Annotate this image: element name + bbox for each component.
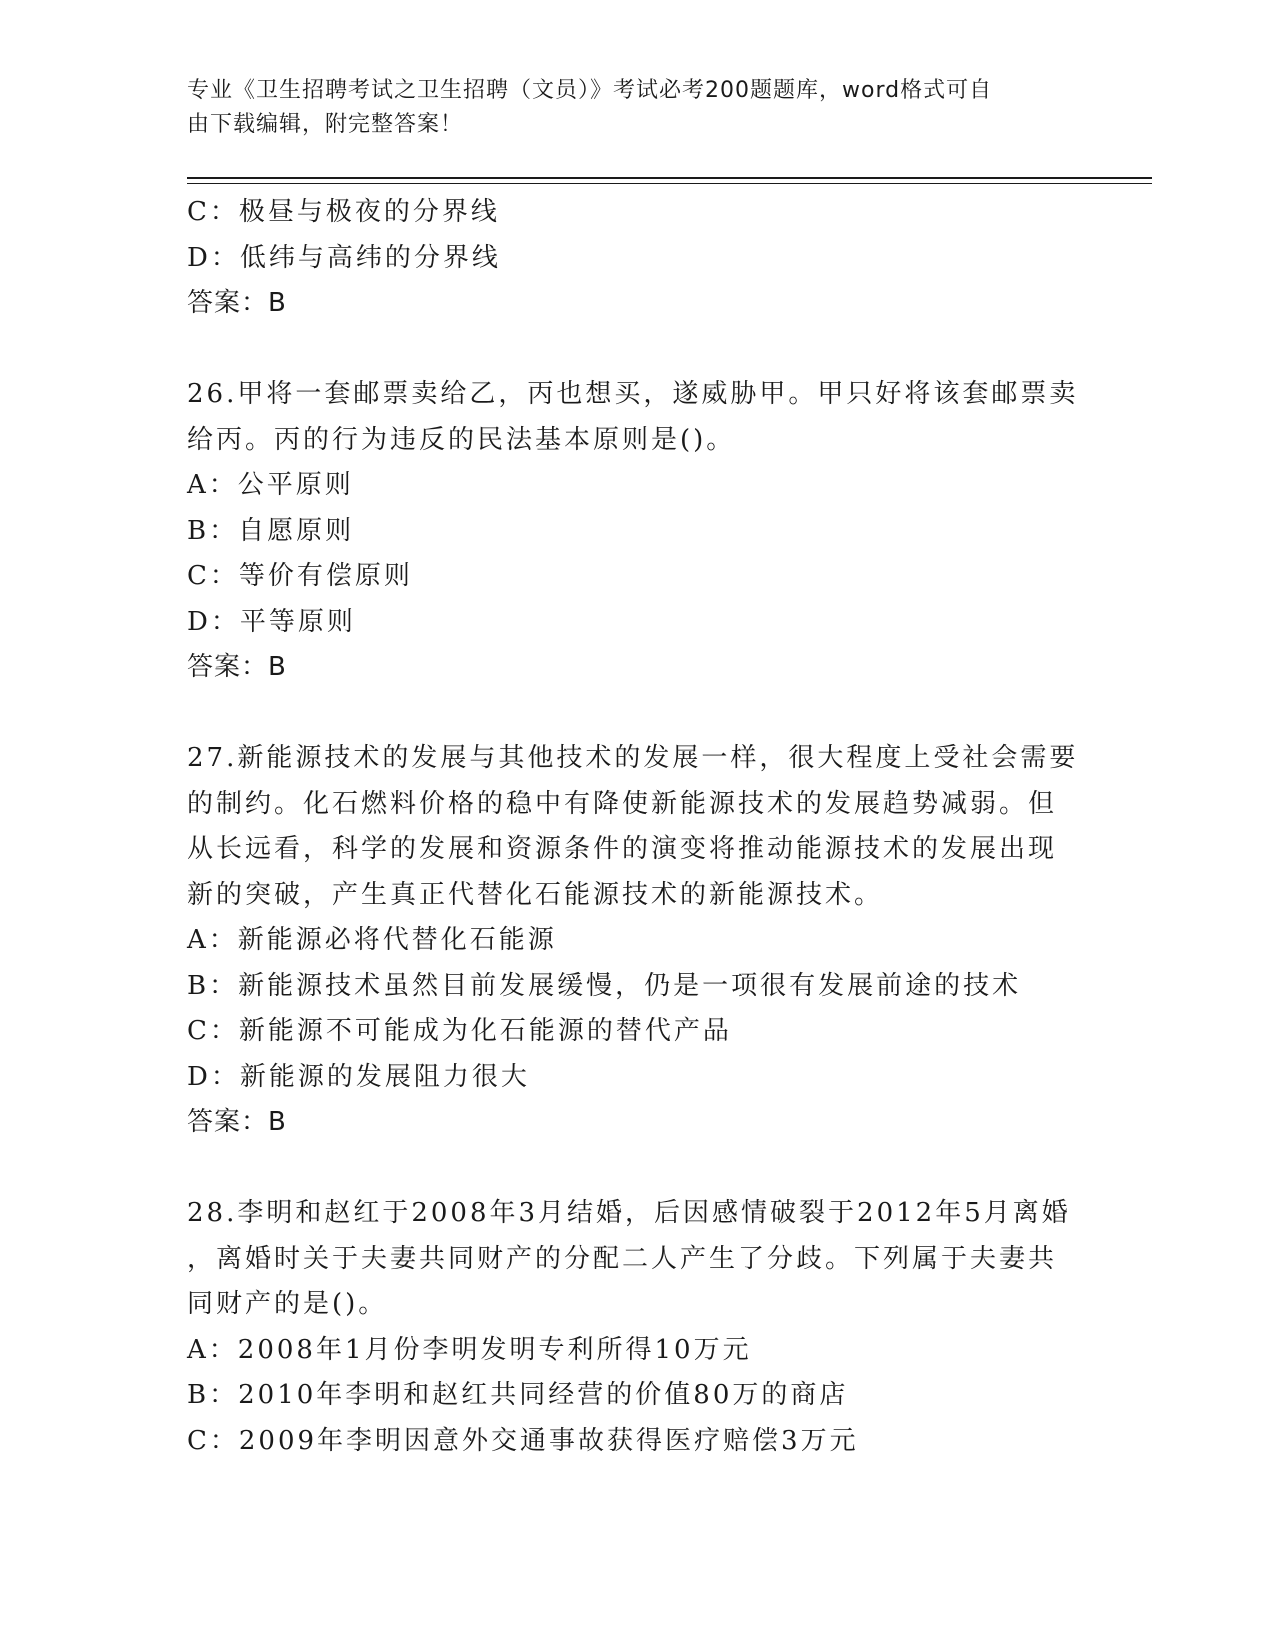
question-stem-line: 的制约。化石燃料价格的稳中有降使新能源技术的发展趋势减弱。但 <box>187 788 1058 819</box>
option-a: A：2008年1月份李明发明专利所得10万元 <box>187 1334 752 1365</box>
question-stem-line: 给丙。丙的行为违反的民法基本原则是()。 <box>187 424 736 455</box>
question-stem-line: 28.李明和赵红于2008年3月结婚，后因感情破裂于2012年5月离婚 <box>187 1198 1071 1228</box>
question-stem-line: 27.新能源技术的发展与其他技术的发展一样，很大程度上受社会需要 <box>187 743 1079 773</box>
option-a: A：公平原则 <box>187 470 354 500</box>
option-b: B：2010年李明和赵红共同经营的价值80万的商店 <box>187 1380 849 1410</box>
page-header <box>187 74 1067 142</box>
question-26 <box>187 372 1087 691</box>
question-stem-line: 26.甲将一套邮票卖给乙，丙也想买，遂威胁甲。甲只好将该套邮票卖 <box>187 379 1079 409</box>
question-stem-line: 新的突破，产生真正代替化石能源技术的新能源技术。 <box>187 879 884 910</box>
option-d: D：低纬与高纬的分界线 <box>187 242 501 273</box>
option-d: D：新能源的发展阻力很大 <box>187 1061 530 1092</box>
question-28 <box>187 1191 1087 1464</box>
option-d: D：平等原则 <box>187 606 356 637</box>
option-b: B：自愿原则 <box>187 515 355 546</box>
answer: 答案：B <box>187 1107 287 1137</box>
header-line-1: 专业《卫生招聘考试之卫生招聘（文员）》考试必考200题题库，word格式可自 <box>187 78 993 103</box>
question-stem-line: 从长远看，科学的发展和资源条件的演变将推动能源技术的发展出现 <box>187 834 1058 864</box>
spacer <box>187 327 1087 373</box>
question-25-continued <box>187 190 1087 327</box>
option-c: C：等价有偿原则 <box>187 561 413 591</box>
option-c: C：新能源不可能成为化石能源的替代产品 <box>187 1016 732 1046</box>
option-c: C：极昼与极夜的分界线 <box>187 197 500 227</box>
header-divider <box>187 177 1152 184</box>
header-line-2: 由下载编辑，附完整答案！ <box>187 112 464 137</box>
option-c: C：2009年李明因意外交通事故获得医疗赔偿3万元 <box>187 1425 859 1456</box>
option-b: B：新能源技术虽然目前发展缓慢，仍是一项很有发展前途的技术 <box>187 970 1022 1001</box>
spacer <box>187 691 1087 737</box>
answer: 答案：B <box>187 652 287 682</box>
spacer <box>187 1146 1087 1192</box>
answer: 答案：B <box>187 288 287 318</box>
document-body <box>187 190 1087 1464</box>
question-stem-line: ，离婚时关于夫妻共同财产的分配二人产生了分歧。下列属于夫妻共 <box>187 1243 1058 1274</box>
option-a: A：新能源必将代替化石能源 <box>187 925 557 955</box>
question-stem-line: 同财产的是()。 <box>187 1289 388 1319</box>
question-27 <box>187 736 1087 1146</box>
